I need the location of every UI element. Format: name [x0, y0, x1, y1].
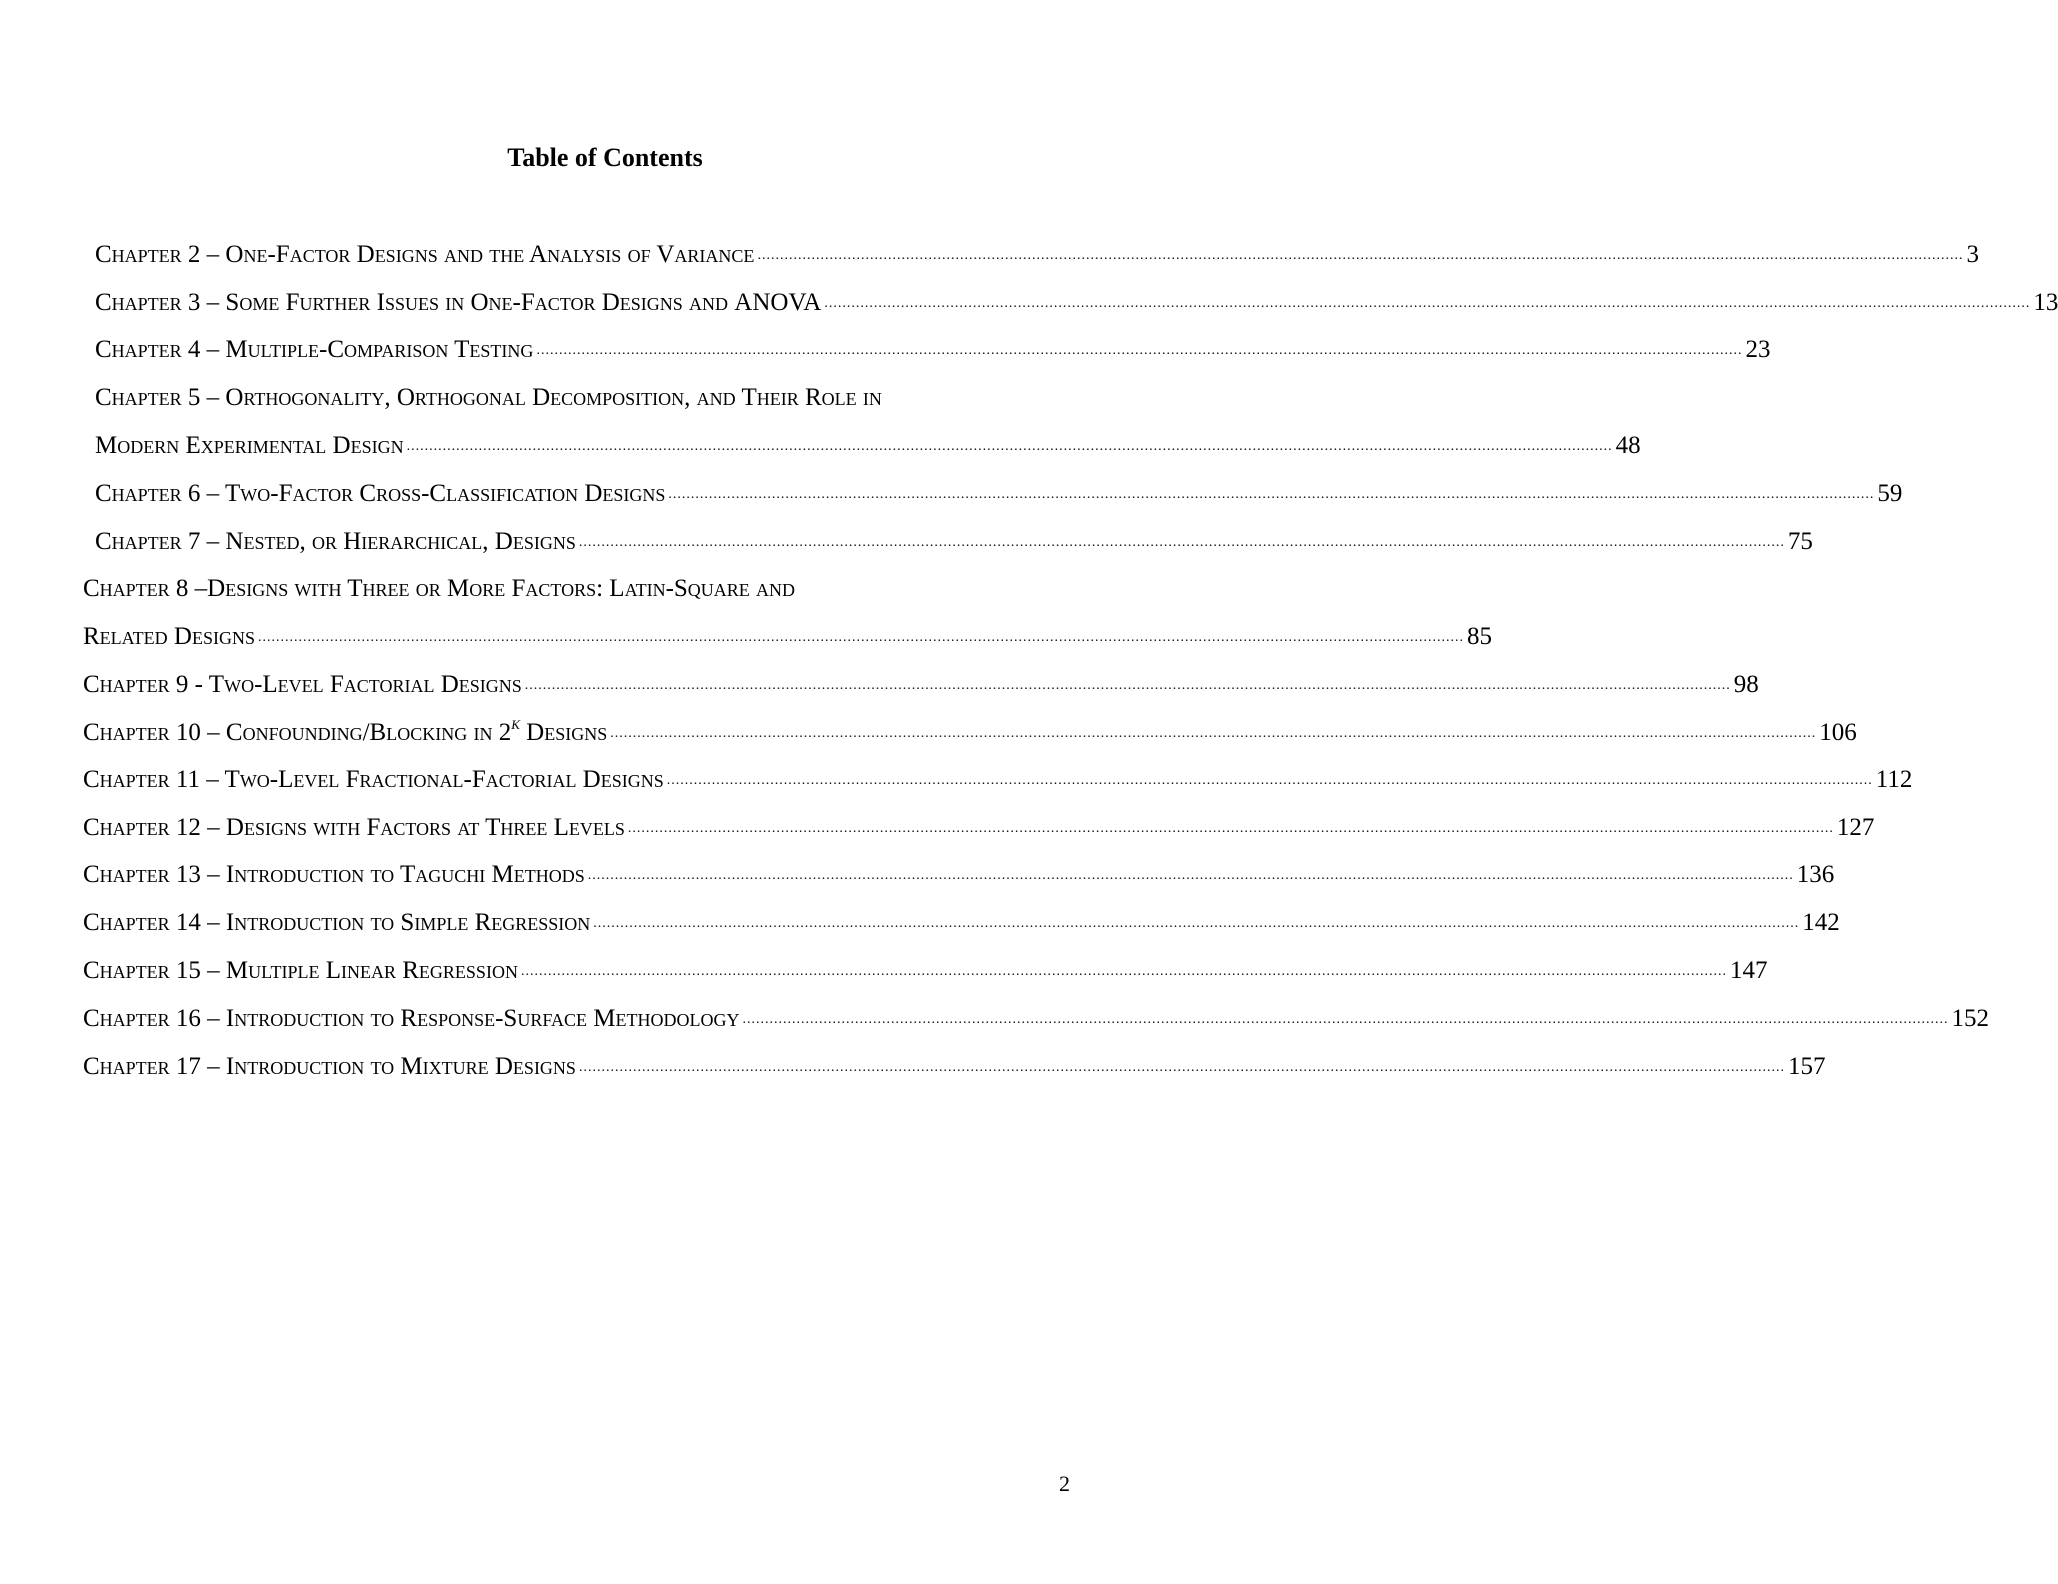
toc-entry-chapter-14[interactable]: [83, 906, 1840, 940]
toc-entry-chapter-4[interactable]: [95, 333, 1771, 367]
toc-entry-page: 147: [1729, 957, 1768, 984]
toc-entry-page: 59: [1877, 480, 1903, 507]
toc-entry-label: Chapter 5 – Orthogonality, Orthogonal Decomposition, and Their Role in: [95, 384, 882, 411]
page-title: Table of Contents: [507, 143, 703, 172]
toc-entry-chapter-10[interactable]: [83, 716, 1857, 750]
toc-entry-label: Chapter 10 – Confounding/Blocking in $2^K$ Designs: [83, 717, 608, 746]
toc-entry-page: 152: [1951, 1005, 1989, 1032]
dot-leader: ............................................................................................................................................................................................................................................................................: [666, 773, 1873, 788]
toc-entry-label-suffix: ANOVA: [734, 289, 822, 316]
toc-entry-label: Chapter 6 – Two-Factor Cross-Classification Designs: [95, 480, 666, 507]
toc-entry-label: Chapter 7 – Nested, or Hierarchical, Designs: [95, 528, 576, 555]
toc-entry-page: 85: [1466, 623, 1492, 650]
superscript-k: K: [511, 717, 520, 732]
toc-entry-chapter-6[interactable]: [95, 477, 1903, 511]
dot-leader: ............................................................................................................................................................................................................................................................................: [824, 296, 2031, 311]
toc-entry-label: Chapter 14 – Introduction to Simple Regression: [83, 909, 591, 936]
page-number: 2: [1059, 1471, 1070, 1496]
toc-entry-label: Chapter 4 – Multiple-Comparison Testing: [95, 336, 534, 363]
dot-leader: ............................................................................................................................................................................................................................................................................: [627, 821, 1834, 836]
toc-entry-label: Related Designs: [83, 623, 255, 650]
toc-entry-chapter-8-continued[interactable]: [83, 620, 1492, 654]
toc-entry-page: 48: [1615, 432, 1641, 459]
toc-entry-page: 98: [1733, 671, 1759, 698]
dot-leader: ............................................................................................................................................................................................................................................................................: [757, 248, 1964, 263]
toc-entry-chapter-5[interactable]: [95, 381, 1069, 415]
toc-entry-label: Chapter 9 - Two-Level Factorial Designs: [83, 671, 522, 698]
toc-entry-chapter-16[interactable]: [83, 1002, 1989, 1036]
toc-entry-chapter-17[interactable]: [83, 1050, 1826, 1084]
toc-entry-label: Modern Experimental Design: [95, 432, 404, 459]
toc-entry-page: 75: [1787, 528, 1813, 555]
toc-entry-page: 13: [2033, 289, 2058, 316]
dot-leader: ............................................................................................................................................................................................................................................................................: [406, 439, 1613, 454]
toc-entry-label: Chapter 11 – Two-Level Fractional-Factorial Designs: [83, 766, 664, 793]
dot-leader: ............................................................................................................................................................................................................................................................................: [742, 1012, 1949, 1027]
toc-entry-chapter-9[interactable]: [83, 668, 1759, 702]
toc-entry-label: Chapter 13 – Introduction to Taguchi Methods: [83, 861, 585, 888]
toc-entry-label: Chapter 16 – Introduction to Response-Surface Methodology: [83, 1005, 740, 1032]
toc-entry-label: Chapter 2 – One-Factor Designs and the Analysis of Variance: [95, 241, 755, 268]
toc-entry-page: 127: [1836, 814, 1875, 841]
dot-leader: ............................................................................................................................................................................................................................................................................: [587, 868, 1794, 883]
dot-leader: ............................................................................................................................................................................................................................................................................: [610, 726, 1817, 741]
toc-entry-chapter-7[interactable]: [95, 525, 1813, 559]
toc-entry-chapter-12[interactable]: [83, 811, 1875, 845]
dot-leader: ............................................................................................................................................................................................................................................................................: [578, 1060, 1785, 1075]
toc-entry-chapter-13[interactable]: [83, 858, 1835, 892]
toc-entry-chapter-5-continued[interactable]: [95, 429, 1641, 463]
toc-entry-label: Chapter 12 – Designs with Factors at Three Levels: [83, 814, 625, 841]
toc-entry-label: Chapter 17 – Introduction to Mixture Designs: [83, 1053, 576, 1080]
dot-leader: ............................................................................................................................................................................................................................................................................: [668, 487, 1875, 502]
toc-entry-chapter-11[interactable]: [83, 763, 1913, 797]
toc-entry-page: 136: [1796, 861, 1835, 888]
dot-leader: ............................................................................................................................................................................................................................................................................: [578, 535, 1785, 550]
dot-leader: ............................................................................................................................................................................................................................................................................: [520, 964, 1727, 979]
toc-entry-label: Chapter 3 – Some Further Issues in One-Factor Designs and ANOVA: [95, 289, 822, 316]
dot-leader: ............................................................................................................................................................................................................................................................................: [536, 343, 1743, 358]
toc-entry-page: 112: [1875, 766, 1913, 793]
toc-entry-page: 3: [1966, 241, 1979, 268]
dot-leader: ............................................................................................................................................................................................................................................................................: [524, 678, 1731, 693]
toc-entry-page: 23: [1745, 336, 1771, 363]
dot-leader: ............................................................................................................................................................................................................................................................................: [593, 916, 1800, 931]
toc-entry-page: 142: [1802, 909, 1840, 936]
toc-entry-label: Chapter 15 – Multiple Linear Regression: [83, 957, 518, 984]
toc-entry-chapter-2[interactable]: [95, 238, 1979, 272]
toc-entry-label: Chapter 8 –Designs with Three or More Factors: Latin-Square and: [83, 575, 796, 602]
dot-leader: ............................................................................................................................................................................................................................................................................: [257, 630, 1464, 645]
toc-entry-page: 106: [1819, 719, 1857, 746]
toc-entry-page: 157: [1787, 1053, 1826, 1080]
toc-entry-chapter-3[interactable]: [95, 286, 2058, 320]
toc-entry-chapter-8[interactable]: [83, 572, 1069, 606]
toc-entry-chapter-15[interactable]: [83, 954, 1768, 988]
